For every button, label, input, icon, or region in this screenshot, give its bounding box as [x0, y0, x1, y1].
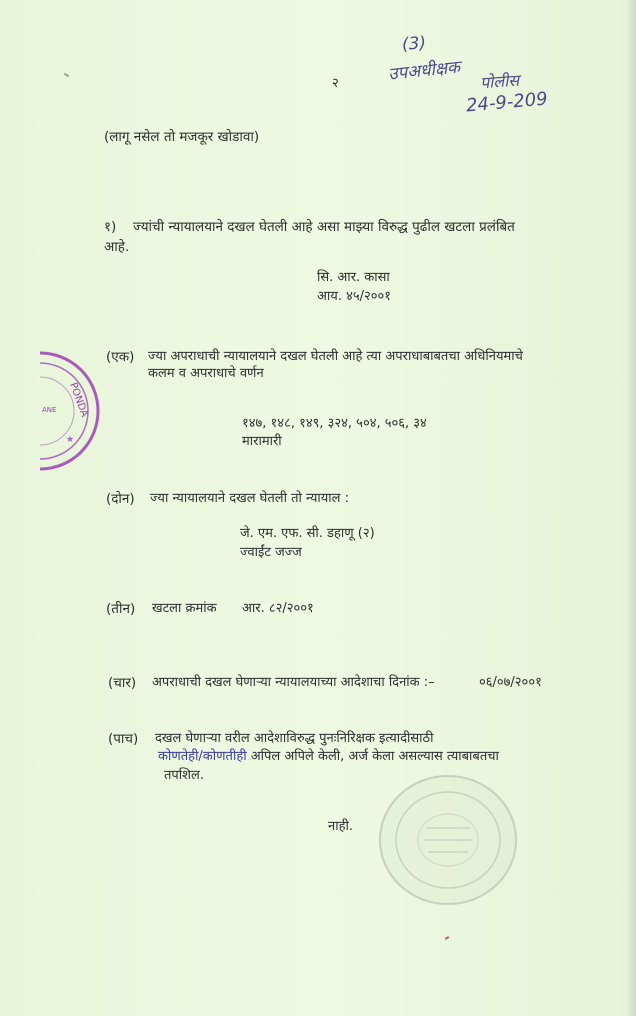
offence-description: मारामारी [242, 434, 282, 449]
section-char-text: अपराधाची दखल घेणाऱ्या न्यायालयाच्या आदेशाचा दिनांक :– [152, 675, 435, 690]
section-pach-label: (पाच) [108, 731, 139, 747]
section-ek-text-line1: ज्या अपराधाची न्यायालयाने दखल घेतली आहे त्या अपराधाबाबतचा अधिनियमाचे [148, 349, 523, 364]
handwritten-note-date: 24-9-209 [465, 88, 549, 117]
item1-number: १) [104, 219, 117, 235]
section-teen-text: खटला क्रमांक [152, 601, 217, 616]
section-pach-text-line2 [158, 749, 499, 765]
handwritten-note-line2: उपअधीक्षक [387, 57, 462, 85]
handwritten-note-line3: पोलीस [479, 70, 520, 93]
official-seal-left [40, 346, 104, 476]
section-pach-choice: कोणतेही/कोणतीही [158, 749, 247, 764]
case-number-value: आर. ८२/२००१ [242, 601, 314, 616]
court-judge: ज्वाईंट जज्ज [240, 545, 302, 560]
page-number: २ [332, 76, 339, 91]
offence-sections: १४७, १४८, १४९, ३२४, ५०४, ५०६, ३४ [242, 416, 427, 431]
section-pach-text-line2-rest: अपिल अपिले केली, अर्ज केला असल्यास त्याबाबतचा [246, 749, 499, 764]
handwritten-note-line1: (3) [401, 33, 427, 55]
seal-text-small: ANE [42, 406, 57, 414]
section-pach-text-line1: दखल घेणाऱ्या वरील आदेशाविरुद्ध पुनःनिरिक्षक इत्यादीसाठी [155, 731, 434, 746]
section-don-text: ज्या न्यायालयाने दखल घेतली तो न्यायाल : [150, 491, 349, 506]
order-date-value: ०६/०७/२००१ [479, 675, 542, 690]
case-station: सि. आर. कासा [317, 270, 390, 285]
item1-text-line1: ज्यांची न्यायालयाने दखल घेतली आहे असा माझ्या विरुद्ध पुढील खटला प्रलंबित [133, 219, 515, 235]
svg-text:★: ★ [66, 435, 75, 445]
seal-text: PONDA [67, 381, 90, 419]
instruction-note: (लागू नसेल तो मजकूर खोडावा) [104, 129, 260, 145]
page-edge [628, 0, 636, 1016]
section-char-label: (चार) [108, 675, 137, 691]
section-ek-label: (एक) [106, 349, 135, 365]
section-pach-text-line3: तपशिल. [164, 768, 204, 783]
item1-text-line2: आहे. [104, 239, 130, 255]
section-don-label: (दोन) [106, 491, 135, 507]
court-name: जे. एम. एफ. सी. डहाणू (२) [240, 526, 375, 541]
section-teen-label: (तीन) [106, 601, 136, 617]
case-number: आय. ४५/२००१ [317, 289, 392, 304]
section-ek-text-line2: कलम व अपराधाचे वर्णन [148, 366, 264, 381]
embossed-seal-right [374, 770, 522, 910]
answer-text: नाही. [328, 819, 353, 834]
